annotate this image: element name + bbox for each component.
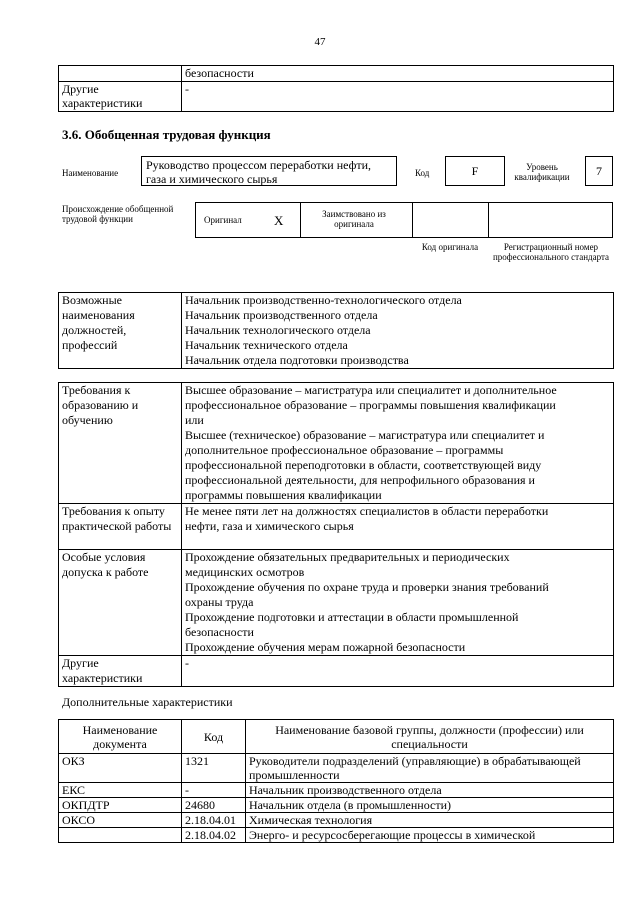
original-label: Оригинал [204, 215, 242, 225]
divider [488, 202, 489, 238]
positions-label: Возможные наименования должностей, профессий [59, 293, 182, 369]
text-line: профессиональной переподготовки в области, соответствующей виду [185, 458, 542, 472]
position-item: Начальник производственно-технологического отдела [185, 293, 462, 307]
code-label: Код [415, 168, 430, 178]
borrowed-label: Заимствовано из оригинала [322, 209, 386, 230]
table-cell: Энерго- и ресурсосберегающие процессы в химической [246, 828, 614, 843]
text-line: профессиональное образование – программы повышения квалификации [185, 398, 556, 412]
level-value: 7 [585, 156, 613, 186]
additional-table [58, 719, 614, 843]
table-cell: Начальник отдела (в промышленности) [246, 798, 614, 813]
table-row [59, 656, 614, 687]
table-cell: 2.18.04.01 [182, 813, 246, 828]
education-label: Требования к образованию и обучению [59, 383, 182, 504]
table-cell: ОКСО [59, 813, 182, 828]
text-line: Высшее (техническое) образование – магистратура или специалитет и [185, 428, 545, 442]
table-cell: 1321 [182, 754, 246, 783]
original-mark: X [274, 213, 284, 228]
origin-label: Происхождение обобщенной трудовой функции [62, 204, 174, 225]
name-label: Наименование [62, 168, 119, 178]
text-line: Прохождение обучения мерам пожарной безопасности [185, 640, 466, 654]
table-row [59, 828, 614, 843]
divider [412, 202, 413, 238]
table-cell [59, 828, 182, 843]
text-line: Прохождение подготовки и аттестации в области промышленной [185, 610, 519, 624]
table-cell: ОКПДТР [59, 798, 182, 813]
table-cell: 2.18.04.02 [182, 828, 246, 843]
text-line: или [185, 413, 204, 427]
code-original-caption: Код оригинала [421, 242, 479, 252]
continued-text: безопасности [182, 66, 614, 82]
function-name-value: Руководство процессом переработки нефти, газа и химического сырья [141, 156, 397, 186]
level-label: Уровень квалификации [514, 162, 570, 183]
table-cell: - [182, 783, 246, 798]
text-line: Прохождение обязательных предварительных и периодических [185, 550, 510, 564]
special-conditions-value [182, 550, 614, 656]
table-row [59, 293, 614, 369]
positions-list [182, 293, 614, 369]
table-row [59, 66, 614, 82]
other-characteristics-value: - [182, 656, 614, 687]
position-item: Начальник технического отдела [185, 338, 348, 352]
other-characteristics-label: Другие характеристики [59, 656, 182, 687]
table-row [59, 813, 614, 828]
table-cell: Химическая технология [246, 813, 614, 828]
text-line: Не менее пяти лет на должностях специалистов в области переработки [185, 504, 549, 518]
requirements-table [58, 382, 614, 687]
text-line: медицинских осмотров [185, 565, 305, 579]
table-row [59, 383, 614, 504]
table-cell: Руководители подразделений (управляющие) в обрабатывающей промышленности [246, 754, 614, 783]
continued-table [58, 65, 614, 112]
table-row [59, 82, 614, 112]
table-cell: ОКЗ [59, 754, 182, 783]
text-line: безопасности [185, 625, 254, 639]
table-row [59, 504, 614, 550]
position-item: Начальник отдела подготовки производства [185, 353, 409, 367]
column-header: Наименование базовой группы, должности (профессии) или специальности [246, 720, 614, 754]
education-value [182, 383, 614, 504]
table-cell: Начальник производственного отдела [246, 783, 614, 798]
position-item: Начальник технологического отдела [185, 323, 371, 337]
positions-table [58, 292, 614, 369]
other-value: - [182, 82, 614, 112]
text-line: дополнительное профессиональное образование – программы [185, 443, 504, 457]
section-heading: 3.6. Обобщенная трудовая функция [62, 127, 271, 142]
text-line: охраны труда [185, 595, 254, 609]
column-header: Наименование документа [59, 720, 182, 754]
other-label: Другие характеристики [59, 82, 182, 112]
text-line: профессиональной деятельности, для непрофильного образования и [185, 473, 535, 487]
text-line: нефти, газа и химического сырья [185, 519, 354, 533]
special-conditions-label: Особые условия допуска к работе [59, 550, 182, 656]
origin-box [195, 202, 613, 238]
divider [300, 202, 301, 238]
reg-number-caption: Регистрационный номер профессионального стандарта [492, 242, 610, 263]
column-header: Код [182, 720, 246, 754]
additional-heading: Дополнительные характеристики [62, 695, 233, 709]
table-row [59, 754, 614, 783]
text-line: Прохождение обучения по охране труда и проверки знания требований [185, 580, 549, 594]
experience-value [182, 504, 614, 550]
code-value: F [445, 156, 505, 186]
experience-label: Требования к опыту практической работы [59, 504, 182, 550]
empty-cell [59, 66, 182, 82]
position-item: Начальник производственного отдела [185, 308, 378, 322]
table-row [59, 550, 614, 656]
text-line: Высшее образование – магистратура или специалитет и дополнительное [185, 383, 557, 397]
text-line: программы повышения квалификации [185, 488, 382, 502]
table-row [59, 798, 614, 813]
table-cell: 24680 [182, 798, 246, 813]
table-row [59, 783, 614, 798]
page-number: 47 [314, 36, 326, 48]
table-header-row [59, 720, 614, 754]
table-cell: ЕКС [59, 783, 182, 798]
